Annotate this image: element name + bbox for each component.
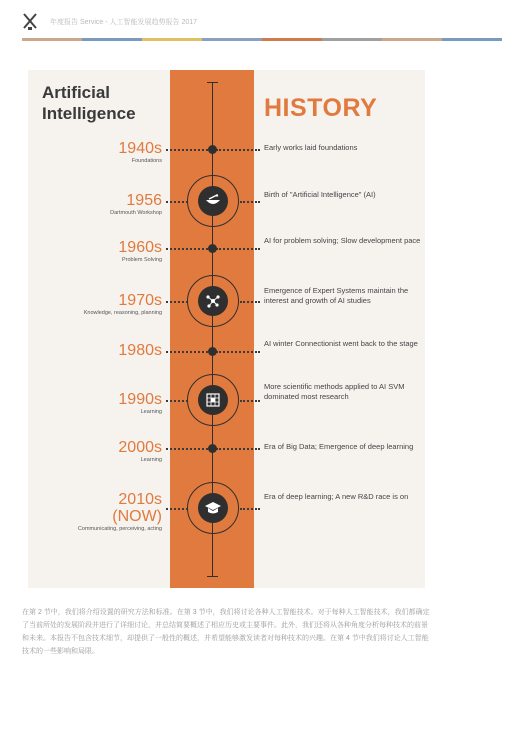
milestone-subtitle: Learning (140, 457, 162, 463)
milestone-dot (208, 145, 217, 154)
body-paragraph: 在第 2 节中，我们将介绍设置的研究方法和标准。在第 3 节中，我们将讨论各种人工智能技术。对于每种人工智能技术，我们都确定了当前所处的发展阶段并进行了详细讨论，并总结简要概述了相应历史或主要事件。此外，我们还将从各种角度分析每种技术的前景和未来。本报告不包含技术细节，却提供了一般性的概述，并希望能够激发读者对每种技术的兴趣。在第 4 节中我们将讨论人工智能技术的一些影响和局限。 (22, 609, 430, 655)
milestone-era (84, 292, 162, 316)
grid-icon (198, 385, 228, 415)
milestone-year-line: 1960s (118, 239, 162, 256)
leader-dots-right (240, 508, 260, 510)
stripe-segment (262, 38, 322, 41)
leader-dots-right (240, 400, 260, 402)
milestone-year (118, 140, 162, 157)
milestone-era (118, 140, 162, 164)
milestone-description: AI winter Connectionist went back to the stage (264, 339, 418, 348)
milestone-era (118, 239, 162, 263)
milestone-year (84, 292, 162, 309)
stripe-segment (322, 38, 382, 41)
milestone-year (118, 239, 162, 256)
leader-dots-right (240, 301, 260, 303)
milestone-subtitle: Communicating, perceiving, acting (77, 526, 162, 532)
milestone-description: AI for problem solving; Slow development pace (264, 236, 421, 245)
leader-dots-right (216, 149, 260, 151)
page-header (22, 12, 502, 34)
mortarboard-bowl-icon (198, 186, 228, 216)
stripe-segment (442, 38, 502, 41)
milestone-year-line: 1956 (126, 192, 162, 209)
leader-dots-right (216, 248, 260, 250)
axis-top-cap (207, 82, 218, 83)
infographic-title (42, 82, 136, 124)
history-heading: HISTORY (264, 94, 378, 122)
milestone-description: Emergence of Expert Systems maintain the interest and growth of AI studies (264, 286, 409, 305)
milestone-era (118, 391, 162, 415)
leader-dots-left (166, 149, 208, 151)
milestone-year (110, 192, 162, 209)
milestone-era (78, 491, 162, 532)
milestone-year-line: 1970s (118, 292, 162, 309)
milestone-era (118, 439, 162, 463)
milestone-dot (208, 244, 217, 253)
milestone-year-line: 2010s (118, 491, 162, 508)
milestone-description: Birth of "Artificial Intelligence" (AI) (264, 190, 376, 199)
milestone-description: More scientific methods applied to AI SVM dominated most research (264, 382, 405, 401)
milestone-year (118, 439, 162, 456)
stripe-segment (382, 38, 442, 41)
milestone-subtitle: Dartmouth Workshop (110, 210, 162, 216)
title-line-1: Artificial (42, 83, 111, 102)
leader-dots-left (166, 400, 188, 402)
leader-dots-right (216, 448, 260, 450)
logo-icon (22, 12, 38, 30)
milestone-year-line: 1940s (118, 140, 162, 157)
graduation-cap-icon (198, 493, 228, 523)
milestone-year-line: 2000s (118, 439, 162, 456)
stripe-segment (82, 38, 142, 41)
leader-dots-right (240, 201, 260, 203)
milestone-year (118, 342, 162, 359)
leader-dots-left (166, 248, 208, 250)
stripe-segment (22, 38, 82, 41)
milestone-subtitle: Foundations (131, 158, 162, 164)
milestone-year (118, 391, 162, 408)
milestone-subtitle: Knowledge, reasoning, planning (83, 310, 162, 316)
milestone-description: Era of Big Data; Emergence of deep learning (264, 442, 414, 451)
leader-dots-left (166, 448, 208, 450)
milestone-subtitle: Learning (140, 409, 162, 415)
milestone-year-line: 1980s (118, 342, 162, 359)
leader-dots-left (166, 301, 188, 303)
milestone-description: Era of deep learning; A new R&D race is on (264, 492, 409, 501)
stripe-segment (202, 38, 262, 41)
milestone-era (118, 342, 162, 359)
milestone-year (78, 491, 162, 525)
milestone-era (110, 192, 162, 216)
title-line-2: Intelligence (42, 104, 136, 123)
axis-bottom-cap (207, 576, 218, 577)
stripe-segment (142, 38, 202, 41)
milestone-dot (208, 444, 217, 453)
header-stripe (22, 38, 502, 41)
milestone-year-line: 1990s (118, 391, 162, 408)
milestone-description: Early works laid foundations (264, 143, 358, 152)
header-text: 年度报告 Service - 人工智能发展趋势报告 2017 (50, 19, 198, 26)
milestone-dot (208, 347, 217, 356)
ai-history-infographic (28, 70, 425, 588)
milestone-subtitle: Problem Solving (121, 257, 162, 263)
leader-dots-left (166, 351, 208, 353)
leader-dots-right (216, 351, 260, 353)
leader-dots-left (166, 201, 188, 203)
network-icon (198, 286, 228, 316)
leader-dots-left (166, 508, 188, 510)
milestone-year-line: (NOW) (112, 508, 162, 525)
